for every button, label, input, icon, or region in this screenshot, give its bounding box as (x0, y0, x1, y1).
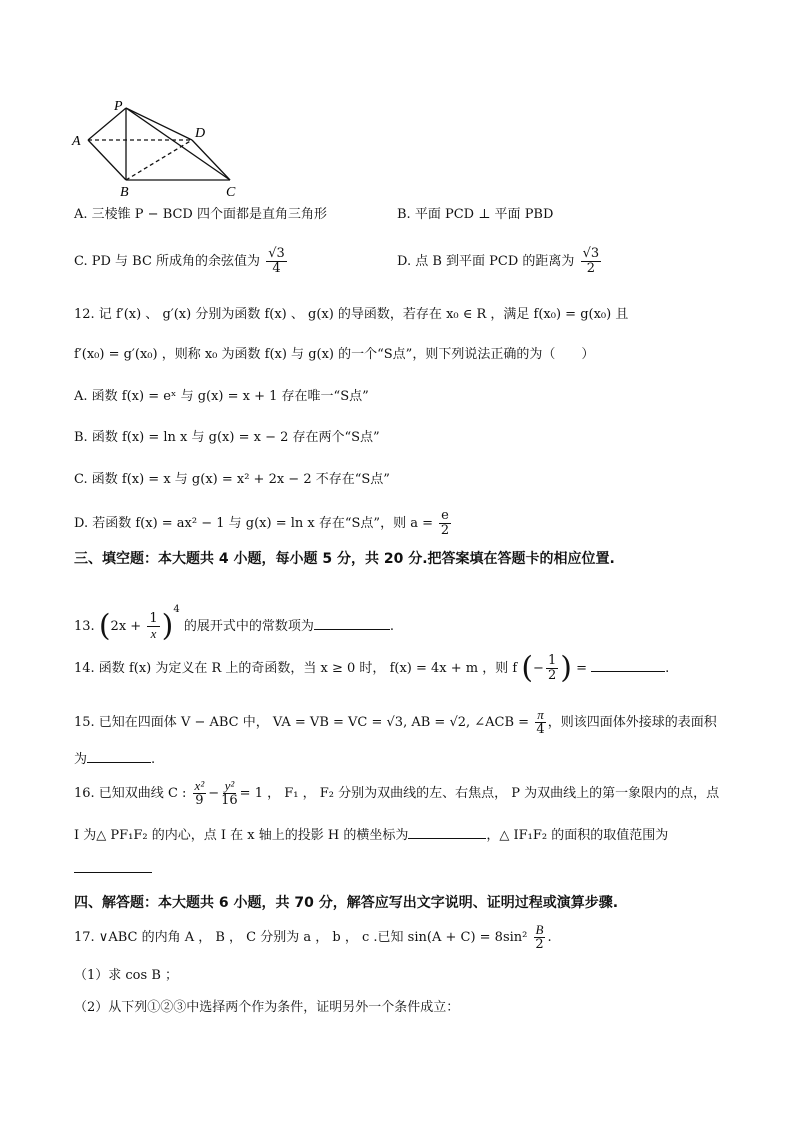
q12-option-b: B. 函数 f(x) = ln x 与 g(x) = x − 2 存在两个“S点” (74, 430, 380, 445)
q12-option-c: C. 函数 f(x) = x 与 g(x) = x² + 2x − 2 不存在“S点” (74, 472, 390, 487)
q14-left-paren: ( (521, 650, 534, 686)
q15-text: 15. 已知在四面体 V − ABC 中， VA = VB = VC = √3, AB = √2, ∠ACB = (74, 715, 530, 730)
q11-d-num: √3 (582, 246, 600, 261)
q17-num: B (535, 922, 544, 937)
q12-option-d-text: D. 若函数 f(x) = ax² − 1 与 g(x) = ln x 存在“S点”，则 a = (74, 516, 433, 531)
section-3-heading: 三、填空题：本大题共 4 小题，每小题 5 分，共 20 分.把答案填在答题卡的相应位置. (74, 551, 615, 567)
q17-end: . (547, 930, 552, 945)
q13-end: . (389, 619, 394, 634)
q16-n2: y² (224, 778, 235, 793)
q16-fraction-x (193, 779, 207, 808)
label-D: D (195, 126, 206, 141)
q16-line2-text-b: ，△ IF₁F₂ 的面积的取值范围为 (486, 828, 669, 843)
section-4-heading: 四、解答题：本大题共 6 小题，共 70 分，解答应写出文字说明、证明过程或演算步骤. (74, 895, 619, 911)
q12-stem-line1: 12. 记 f′(x) 、 g′(x) 分别为函数 f(x) 、 g(x) 的导函数，若存在 x₀ ∈ R ，满足 f(x₀) = g(x₀) 且 (74, 307, 629, 322)
q13-num: 1 (149, 611, 158, 626)
q15-den: 4 (536, 722, 545, 737)
q13-exponent: 4 (173, 604, 180, 615)
q14 (74, 646, 669, 692)
q16-line1 (74, 774, 719, 814)
q11-option-d (397, 240, 603, 284)
q16-answer-blank-2[interactable] (74, 858, 152, 873)
edge-BD (126, 140, 192, 180)
q13-expr: 2x + (110, 619, 142, 634)
q17-den: 2 (535, 937, 544, 952)
q17-stem (74, 918, 552, 958)
q11-option-c-fraction (266, 247, 287, 276)
q14-end: . (665, 661, 670, 676)
q15-line2-text: 为 (74, 752, 88, 767)
q12-option-d (74, 505, 453, 543)
label-A: A (72, 134, 81, 149)
q17-text: 17. ∨ABC 的内角 A ， B ， C 分别为 a ， b ， c .已知 sin(A + C) = 8sin² (74, 930, 528, 945)
q14-equals: = (576, 661, 587, 676)
q13-text: 的展开式中的常数项为 (183, 619, 314, 634)
q13-answer-blank[interactable] (314, 615, 390, 630)
q17-part-2: （2）从下列①②③中选择两个作为条件，证明另外一个条件成立： (74, 1000, 460, 1015)
q11-option-d-text: D. 点 B 到平面 PCD 的距离为 (397, 254, 575, 269)
q14-num: 1 (547, 653, 557, 668)
q17-part-1: （1）求 cos B ； (74, 968, 179, 983)
q13-fraction (147, 612, 159, 641)
q12-option-a: A. 函数 f(x) = eˣ 与 g(x) = x + 1 存在唯一“S点” (74, 389, 369, 404)
q11-option-c-text: C. PD 与 BC 所成角的余弦值为 (74, 254, 261, 269)
edge-PC (126, 108, 230, 180)
q13-right-paren: ) (161, 608, 174, 644)
q15-line2 (74, 748, 155, 770)
edge-CD (192, 140, 230, 180)
q14-right-paren: ) (560, 650, 572, 686)
q12-option-d-fraction (439, 509, 451, 538)
q12-stem-line2: f′(x₀) = g′(x₀) ，则称 x₀ 为函数 f(x) 与 g(x) 的一个“S点”，则下列说法正确的为（ ） (74, 347, 595, 362)
q14-text: 14. 函数 f(x) 为定义在 R 上的奇函数，当 x ≥ 0 时， f(x) = 4x + m ，则 f (74, 661, 518, 676)
pyramid-figure (70, 95, 250, 200)
q16-n1: x² (194, 778, 205, 793)
q16-line2-text: I 为△ PF₁F₂ 的内心，点 I 在 x 轴上的投影 H 的横坐标为 (74, 828, 409, 843)
q14-fraction (546, 654, 558, 683)
q16-d1: 9 (195, 793, 204, 808)
q16-text-after: = 1 ， F₁ ， F₂ 分别为双曲线的左、右焦点， P 为双曲线上的第一象限内的点，点 (239, 786, 720, 801)
q16-minus: − (208, 786, 220, 801)
q15-fraction (535, 708, 546, 737)
edge-AB (88, 140, 126, 180)
q14-den: 2 (547, 668, 557, 683)
q16-d2: 16 (221, 793, 238, 808)
q11-option-c (74, 240, 289, 284)
q11-option-b: B. 平面 PCD ⊥ 平面 PBD (397, 207, 554, 222)
q16-text: 16. 已知双曲线 C : (74, 786, 187, 801)
q16-answer-blank-1[interactable] (408, 824, 486, 839)
q15-answer-blank[interactable] (87, 748, 151, 763)
q11-c-den: 4 (272, 261, 281, 276)
q17-fraction (534, 923, 546, 952)
label-B: B (120, 185, 129, 200)
q11-c-num: √3 (268, 246, 285, 261)
q11-option-d-fraction (581, 247, 602, 276)
q12-d-num: e (441, 508, 449, 523)
q16-fraction-y (221, 779, 238, 808)
q16-line3 (74, 858, 152, 880)
q15-end: . (151, 752, 156, 767)
q16-line2 (74, 824, 668, 846)
label-C: C (226, 185, 236, 200)
q13 (74, 588, 394, 649)
edge-PD (126, 108, 192, 140)
q13-left-paren: ( (98, 608, 111, 644)
q14-answer-blank[interactable] (591, 657, 665, 672)
q11-option-a: A. 三棱锥 P − BCD 四个面都是直角三角形 (74, 207, 327, 222)
label-P: P (114, 99, 123, 114)
q11-d-den: 2 (586, 261, 595, 276)
q15-text-after: ，则该四面体外接球的表面积 (547, 715, 717, 730)
q13-den: x (150, 626, 157, 641)
q14-minus: − (533, 661, 544, 676)
q12-d-den: 2 (440, 523, 450, 538)
q15-num: π (537, 707, 544, 722)
q15-line1 (74, 701, 717, 745)
q13-number: 13. (74, 619, 95, 634)
